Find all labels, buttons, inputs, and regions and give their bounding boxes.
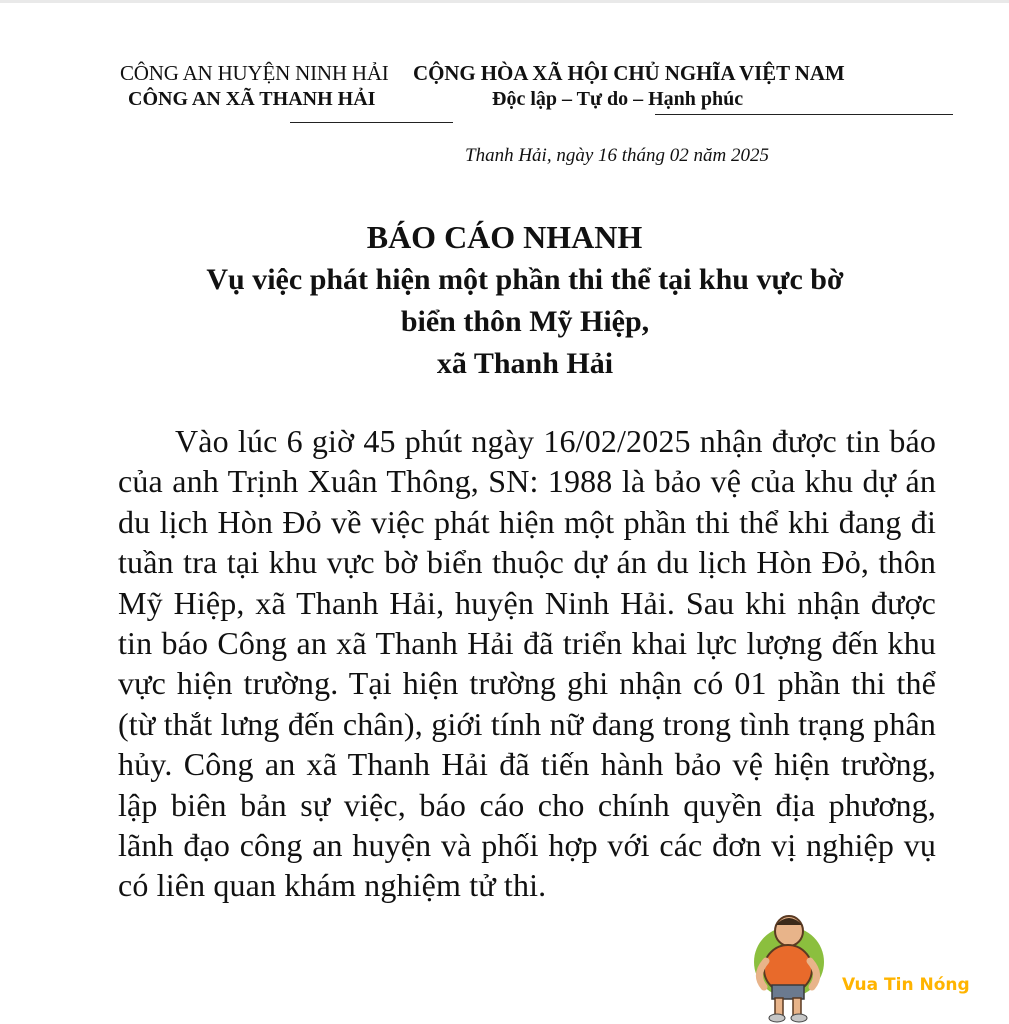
agency-parent: CÔNG AN HUYỆN NINH HẢI [120,61,389,85]
mascot-icon [742,905,832,1024]
national-motto: Độc lập – Tự do – Hạnh phúc [492,88,744,110]
subtitle-line-3: xã Thanh Hải [436,347,614,380]
national-title: CỘNG HÒA XÃ HỘI CHỦ NGHĨA VIỆT NAM [413,61,845,85]
subtitle-line-1: Vụ việc phát hiện một phần thi thể tại khu vực bờ [206,263,844,296]
subtitle-line-2: biển thôn Mỹ Hiệp, [400,305,650,338]
agency-underline [290,122,453,123]
page-top-edge [0,0,1009,3]
motto-underline [655,114,953,115]
agency-name: CÔNG AN XÃ THANH HẢI [128,88,376,110]
document-title: BÁO CÁO NHANH [366,219,643,255]
document-date: Thanh Hải, ngày 16 tháng 02 năm 2025 [465,145,769,166]
document-subtitle [100,259,950,385]
watermark [742,905,1009,1024]
watermark-brand: Vua Tin Nóng [842,975,970,995]
report-body: Vào lúc 6 giờ 45 phút ngày 16/02/2025 nhận được tin báo của anh Trịnh Xuân Thông, SN: 1988 là bảo vệ của khu dự án du lịch Hòn Đỏ về việc phát hiện một phần thi thể khi đang đi tuần tra tại khu vực bờ biển thuộc dự án du lịch Hòn Đỏ, thôn Mỹ Hiệp, xã Thanh Hải, huyện Ninh Hải. Sau khi nhận được tin báo Công an xã Thanh Hải đã triển khai lực lượng đến khu vực hiện trường. Tại hiện trường ghi nhận có 01 phần thi thể (từ thắt lưng đến chân), giới tính nữ đang trong tình trạng phân hủy. Công an xã Thanh Hải đã tiến hành bảo vệ hiện trường, lập biên bản sự việc, báo cáo cho chính quyền địa phương, lãnh đạo công an huyện và phối hợp với các đơn vị nghiệp vụ có liên quan khám nghiệm tử thi. [118,423,936,904]
